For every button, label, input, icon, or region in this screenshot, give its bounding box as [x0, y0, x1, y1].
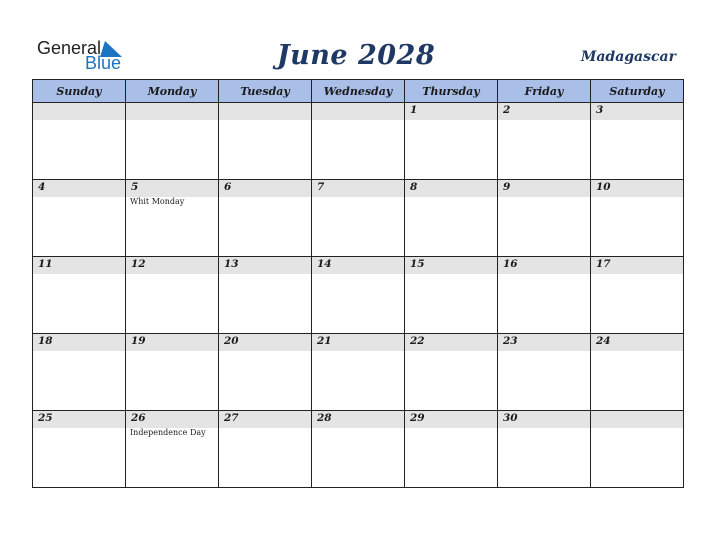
week-row	[33, 103, 684, 180]
day-number: 3	[596, 104, 604, 116]
day-number: 8	[410, 181, 418, 193]
day-number: 26	[131, 412, 146, 424]
day-cell[interactable]	[405, 103, 498, 180]
day-cell[interactable]	[405, 411, 498, 488]
day-cell[interactable]	[126, 411, 219, 488]
holiday-label: Independence Day	[130, 428, 206, 437]
day-cell[interactable]	[33, 103, 126, 180]
day-number: 7	[317, 181, 325, 193]
day-number: 30	[503, 412, 518, 424]
day-number: 17	[596, 258, 611, 270]
day-number-strip	[498, 103, 590, 120]
week-row	[33, 411, 684, 488]
day-cell[interactable]	[498, 180, 591, 257]
country-name: Madagascar	[580, 49, 676, 65]
day-number: 4	[38, 181, 46, 193]
day-number-strip	[126, 103, 218, 120]
day-number-strip	[312, 180, 404, 197]
day-number-strip	[219, 411, 311, 428]
day-number-strip	[126, 180, 218, 197]
day-number: 29	[410, 412, 425, 424]
week-row	[33, 257, 684, 334]
day-number: 25	[38, 412, 53, 424]
day-number-strip	[591, 257, 683, 274]
day-number-strip	[33, 257, 125, 274]
day-cell[interactable]	[33, 334, 126, 411]
day-number-strip	[312, 334, 404, 351]
day-number: 23	[503, 335, 518, 347]
day-cell[interactable]	[591, 180, 684, 257]
day-cell[interactable]	[591, 411, 684, 488]
logo-word-blue: Blue	[85, 53, 122, 73]
weekday-header: Friday	[498, 80, 591, 103]
calendar-body	[33, 103, 684, 488]
day-cell[interactable]	[33, 257, 126, 334]
day-number-strip	[33, 334, 125, 351]
day-number-strip	[312, 257, 404, 274]
day-number: 1	[410, 104, 418, 116]
day-cell[interactable]	[591, 257, 684, 334]
day-cell[interactable]	[312, 257, 405, 334]
day-number-strip	[405, 180, 497, 197]
day-cell[interactable]	[405, 257, 498, 334]
day-number-strip	[498, 257, 590, 274]
logo-word-general: General	[37, 38, 102, 58]
day-number-strip	[219, 103, 311, 120]
day-number: 15	[410, 258, 425, 270]
day-number: 16	[503, 258, 518, 270]
day-cell[interactable]	[219, 103, 312, 180]
holiday-label: Whit Monday	[130, 197, 185, 206]
day-number-strip	[405, 334, 497, 351]
day-number: 10	[596, 181, 611, 193]
day-cell[interactable]	[498, 103, 591, 180]
day-number-strip	[498, 411, 590, 428]
day-number-strip	[126, 257, 218, 274]
weekday-header: Sunday	[33, 80, 126, 103]
calendar-title: June 2028	[276, 40, 436, 71]
day-number: 14	[317, 258, 332, 270]
day-cell[interactable]	[312, 411, 405, 488]
day-number-strip	[405, 257, 497, 274]
day-cell[interactable]	[312, 180, 405, 257]
calendar-grid	[32, 79, 684, 488]
day-number: 2	[503, 104, 511, 116]
day-number-strip	[33, 103, 125, 120]
weekday-header: Monday	[126, 80, 219, 103]
day-cell[interactable]	[498, 334, 591, 411]
day-cell[interactable]	[219, 334, 312, 411]
day-number-strip	[312, 103, 404, 120]
day-number-strip	[405, 411, 497, 428]
day-number: 18	[38, 335, 53, 347]
week-row	[33, 180, 684, 257]
weekday-header: Thursday	[405, 80, 498, 103]
day-cell[interactable]	[312, 334, 405, 411]
weekday-header: Tuesday	[219, 80, 312, 103]
day-number-strip	[591, 180, 683, 197]
day-cell[interactable]	[33, 411, 126, 488]
day-number: 24	[596, 335, 611, 347]
day-number-strip	[312, 411, 404, 428]
weekday-header: Saturday	[591, 80, 684, 103]
day-number-strip	[219, 180, 311, 197]
day-number-strip	[126, 334, 218, 351]
day-number-strip	[498, 334, 590, 351]
day-number: 28	[317, 412, 332, 424]
generalblue-logo	[37, 38, 127, 74]
day-cell[interactable]	[591, 334, 684, 411]
day-cell[interactable]	[591, 103, 684, 180]
weekday-header: Wednesday	[312, 80, 405, 103]
day-number-strip	[498, 180, 590, 197]
day-cell[interactable]	[219, 180, 312, 257]
day-number: 19	[131, 335, 146, 347]
day-number-strip	[33, 180, 125, 197]
day-cell[interactable]	[126, 334, 219, 411]
day-cell[interactable]	[219, 257, 312, 334]
day-number: 20	[224, 335, 239, 347]
day-cell[interactable]	[312, 103, 405, 180]
day-cell[interactable]	[405, 334, 498, 411]
day-number: 27	[224, 412, 239, 424]
day-cell[interactable]	[498, 257, 591, 334]
day-cell[interactable]	[405, 180, 498, 257]
day-number: 6	[224, 181, 232, 193]
day-cell[interactable]	[219, 411, 312, 488]
day-number: 12	[131, 258, 146, 270]
day-number-strip	[33, 411, 125, 428]
day-cell[interactable]	[126, 180, 219, 257]
day-number: 5	[131, 181, 139, 193]
day-cell[interactable]	[33, 180, 126, 257]
day-number: 13	[224, 258, 239, 270]
day-cell[interactable]	[126, 257, 219, 334]
day-number-strip	[219, 257, 311, 274]
day-number-strip	[591, 103, 683, 120]
day-number-strip	[591, 411, 683, 428]
day-number-strip	[219, 334, 311, 351]
day-number-strip	[405, 103, 497, 120]
day-number-strip	[591, 334, 683, 351]
day-number: 11	[38, 258, 53, 270]
week-row	[33, 334, 684, 411]
weekday-header-row	[33, 80, 684, 103]
day-number: 9	[503, 181, 511, 193]
day-number: 21	[317, 335, 332, 347]
day-cell[interactable]	[498, 411, 591, 488]
day-number: 22	[410, 335, 425, 347]
day-number-strip	[126, 411, 218, 428]
day-cell[interactable]	[126, 103, 219, 180]
